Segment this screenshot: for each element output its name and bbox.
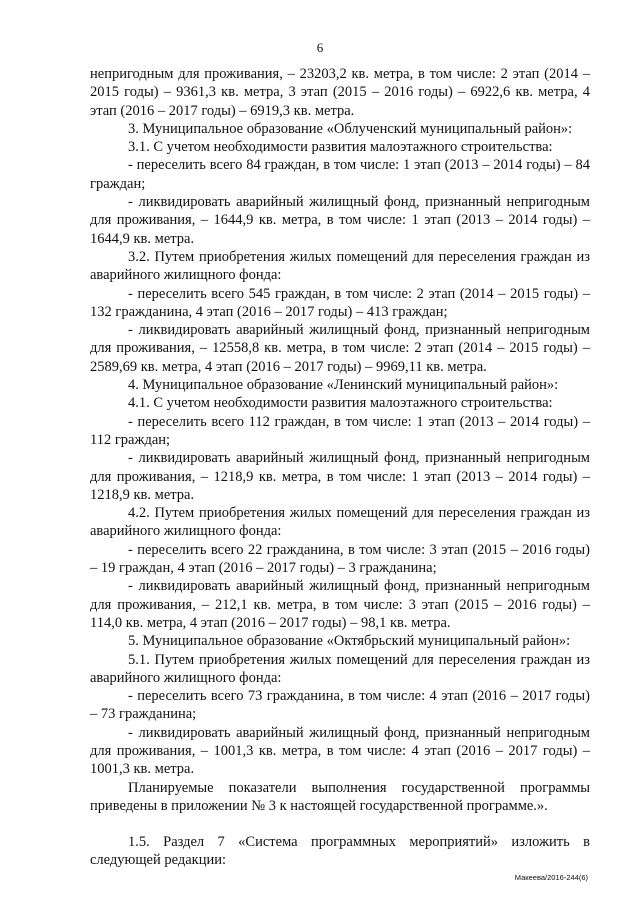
paragraph: 4. Муниципальное образование «Ленинский муниципальный район»: [128, 377, 559, 394]
paragraph: - переселить всего 22 гражданина, в том числе: 3 этап (2015 – 2016 годы) – 19 граждан, 4 этап (2016 – 2017 годы) – 3 гражданина; [90, 541, 590, 577]
footer-code: Макеева/2016-244(6) [514, 873, 588, 882]
paragraph: - переселить всего 73 гражданина, в том числе: 4 этап (2016 – 2017 годы) – 73 гражданина; [90, 688, 590, 723]
paragraph: - переселить всего 112 граждан, в том числе: 1 этап (2013 – 2014 годы) – 112 граждан; [90, 413, 590, 448]
paragraph: - ликвидировать аварийный жилищный фонд, признанный непригодным для проживания, – 1218,9 кв. метра, в том числе: 1 этап (2013 – 2014 годы) – 1218,9 кв. метра. [90, 450, 590, 503]
paragraph: - ликвидировать аварийный жилищный фонд, признанный непригодным для проживания, – 212,1 кв. метра, в том числе: 3 этап (2015 – 2016 годы) – 114,0 кв. метра, 4 этап (2016 – 2017 годы) – 98,1 кв. метра. [90, 578, 590, 631]
paragraph: 4.1. С учетом необходимости развития малоэтажного строительства: [128, 395, 553, 412]
paragraph: 4.2. Путем приобретения жилых помещений для переселения граждан из аварийного жилищного фонда: [90, 505, 590, 540]
document-body [90, 65, 590, 870]
paragraph: - ликвидировать аварийный жилищный фонд, признанный непригодным для проживания, – 1001,3 кв. метра, в том числе: 4 этап (2016 – 2017 годы) – 1001,3 кв. метра. [90, 724, 590, 778]
paragraph: - переселить всего 84 граждан, в том числе: 1 этап (2013 – 2014 годы) – 84 граждан; [90, 157, 590, 192]
paragraph: 5.1. Путем приобретения жилых помещений для переселения граждан из аварийного жилищного фонда: [90, 651, 590, 686]
paragraph: 3.1. С учетом необходимости развития малоэтажного строительства: [128, 139, 553, 156]
paragraph: непригодным для проживания, – 23203,2 кв. метра, в том числе: 2 этап (2014 – 2015 годы) – 9361,3 кв. метра, 3 этап (2015 – 2016 годы) – 6922,6 кв. метра, 4 этап (2016 – 2017 годы) – 6919,3 кв. метра. [90, 66, 590, 119]
page-number: 6 [316, 40, 324, 55]
paragraph: 3. Муниципальное образование «Облученский муниципальный район»: [128, 120, 573, 137]
paragraph: - ликвидировать аварийный жилищный фонд, признанный непригодным для проживания, – 1644,9 кв. метра, в том числе: 1 этап (2013 – 2014 годы) – 1644,9 кв. метра. [90, 194, 590, 247]
paragraph: 5. Муниципальное образование «Октябрьский муниципальный район»: [128, 633, 571, 650]
paragraph: Планируемые показатели выполнения государственной программы приведены в приложении № 3 к настоящей государственной программе.». [90, 779, 590, 814]
paragraph: 1.5. Раздел 7 «Система программных мероприятий» изложить в следующей редакции: [90, 834, 590, 869]
paragraph: - ликвидировать аварийный жилищный фонд, признанный непригодным для проживания, – 12558,8 кв. метра, в том числе: 2 этап (2014 – 2015 годы) – 2589,69 кв. метра, 4 этап (2016 – 2017 годы) – 9969,11 кв. метра. [90, 322, 590, 375]
paragraph: - переселить всего 545 граждан, в том числе: 2 этап (2014 – 2015 годы) – 132 гражданина, 4 этап (2016 – 2017 годы) – 413 граждан; [90, 285, 590, 320]
paragraph: 3.2. Путем приобретения жилых помещений для переселения граждан из аварийного жилищного фонда: [90, 248, 590, 284]
